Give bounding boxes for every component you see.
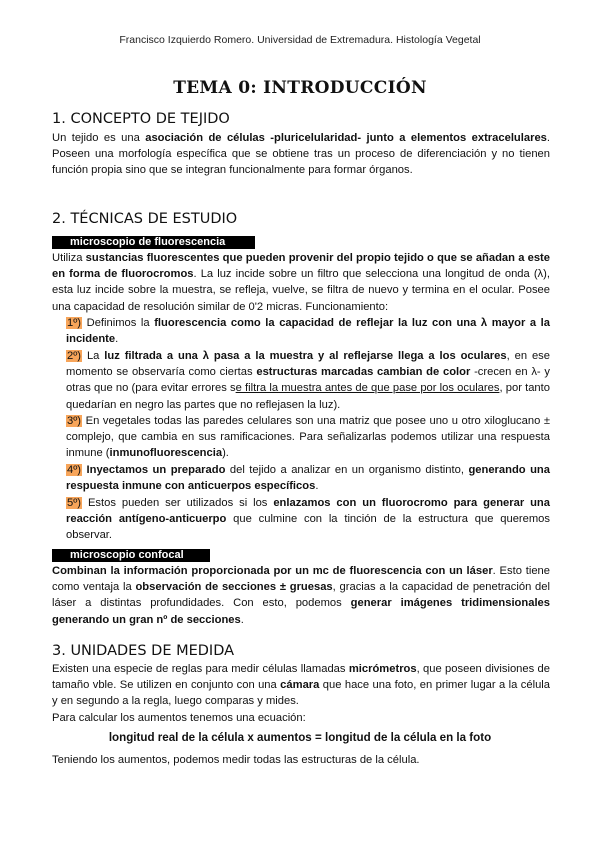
formula: longitud real de la célula x aumentos = longitud de la célula en la foto	[108, 731, 492, 744]
step-number: 2º)	[67, 350, 82, 362]
step-item: 2º) La luz filtrada a una λ pasa a la muestra y al reflejarse llega a los oculares, en ese momento se observaría como ciertas estructuras marcadas cambian de color -crecen en λ- y otras que no (para evitar errores se filtra la muestra antes de que pase por los oculares, por tanto quedarían en negro las partes que no reflejasen la luz).	[66, 350, 550, 411]
paragraph-ecuacion-intro: Para calcular los aumentos tenemos una ecuación:	[52, 712, 306, 724]
label-bar-confocal: microscopio confocal	[52, 549, 210, 562]
step-number: 5º)	[67, 497, 82, 509]
section-heading-unidades: 3. UNIDADES DE MEDIDA	[52, 643, 235, 659]
step-number: 1º)	[67, 317, 82, 329]
step-item: 3º) En vegetales todas las paredes celulares son una matriz que posee uno u otro xiloglucano ± complejo, que cambia en sus ramificaciones. Para señalizarlas podemos utilizar una respuesta inmune (inmunofluorescencia).	[66, 415, 550, 460]
page-header: Francisco Izquierdo Romero. Universidad de Extremadura. Histología Vegetal	[119, 34, 481, 46]
label-bar-fluorescencia: microscopio de fluorescencia	[52, 236, 255, 249]
section-heading-tecnicas: 2. TÉCNICAS DE ESTUDIO	[52, 211, 238, 227]
step-item: 4º) Inyectamos un preparado del tejido a analizar en un organismo distinto, generando una respuesta inmune con anticuerpos específicos.	[66, 464, 550, 493]
paragraph-tejido: Un tejido es una asociación de células -pluricelularidad- junto a elementos extracelulares. Poseen una morfología específica que se obtiene tras un proceso de diferenciación y no tienen función propia sino que se integran funcionalmente para formar órganos.	[52, 132, 550, 177]
step-item: 5º) Estos pueden ser utilizados si los enlazamos con un fluorocromo para generar una reacción antígeno-anticuerpo que culmine con la tinción de la estructura que queremos observar.	[66, 497, 550, 542]
paragraph-unidades: Existen una especie de reglas para medir células llamadas micrómetros, que poseen divisiones de tamaño vble. Se utilizen en conjunto con una cámara que hace una foto, en primer lugar a la célula y en segundo a la regla, luego comparas y mides.	[52, 663, 551, 708]
page-title: TEMA 0: INTRODUCCIÓN	[173, 78, 427, 98]
paragraph-fluorescencia: Utiliza sustancias fluorescentes que pueden provenir del propio tejido o que se añadan a este en forma de fluorocromos. La luz incide sobre un filtro que selecciona una longitud de onda (λ), esta luz incide sobre la muestra, se refleja, vuelve, se filtra de nuevo y termina en el ocular. Posee una capacidad de resolución similar de 0'2 micras. Funcionamiento:	[52, 252, 551, 313]
step-number: 4º)	[67, 464, 82, 476]
step-number: 3º)	[67, 415, 82, 427]
paragraph-confocal: Combinan la información proporcionada por un mc de fluorescencia con un láser. Esto tiene como ventaja la observación de secciones ± gruesas, gracias a la capacidad de penetración del láser a distintas profundidades. Con esto, podemos generar imágenes tridimensionales generando un gran nº de secciones.	[52, 565, 550, 626]
section-heading-tejido: 1. CONCEPTO DE TEJIDO	[52, 111, 230, 127]
paragraph-closing: Teniendo los aumentos, podemos medir todas las estructuras de la célula.	[52, 754, 420, 766]
step-item: 1º) Definimos la fluorescencia como la capacidad de reflejar la luz con una λ mayor a la incidente.	[66, 317, 550, 346]
